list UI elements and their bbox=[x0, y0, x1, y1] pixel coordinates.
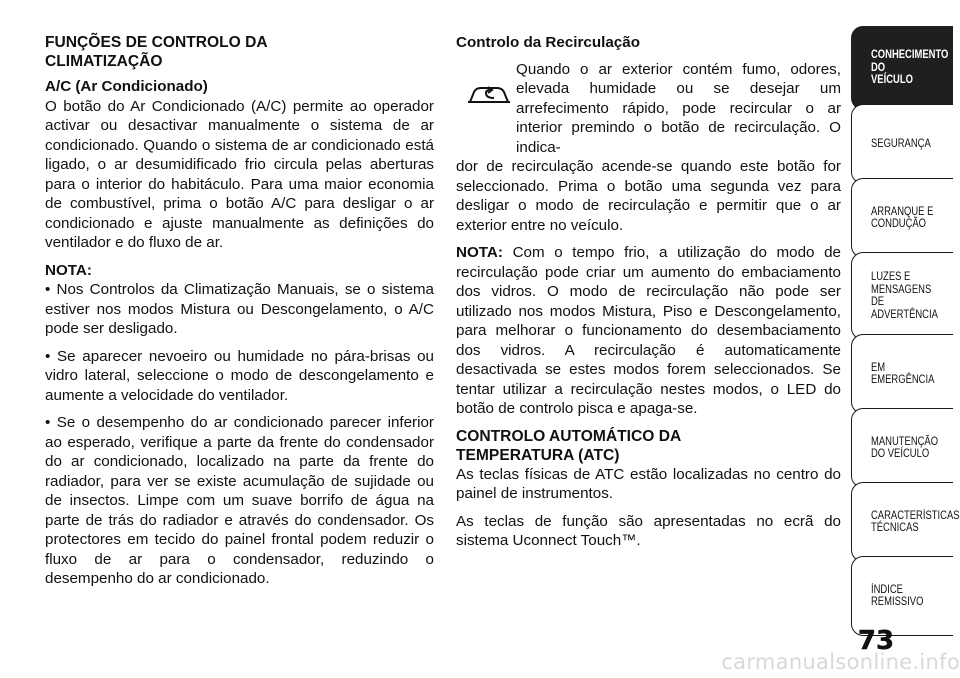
tab-label-line: CARACTERÍSTICAS bbox=[871, 509, 960, 522]
atc-paragraph-1: As teclas físicas de ATC estão localizadas no centro do painel de instrumentos. bbox=[456, 465, 841, 502]
tab-label-line: DE bbox=[871, 296, 885, 308]
bullet-item: • Nos Controlos da Climatização Manuais, se o sistema estiver nos modos Mistura ou Descongelamento, o A/C pode ser desligado. bbox=[45, 281, 434, 337]
nota-heading: NOTA: bbox=[45, 261, 92, 279]
tab-label-line: LUZES E bbox=[871, 271, 911, 283]
tab-arranque-e-conducao[interactable] bbox=[851, 178, 953, 258]
chapter-sidebar bbox=[851, 26, 960, 626]
tab-label-line: SEGURANÇA bbox=[871, 137, 931, 150]
recirculation-intro: Quando o ar exterior contém fumo, odores, elevada humidade ou se desejar um arrefecimento rápido, pode recircular o ar interior premindo o botão de recirculação. O indica- bbox=[516, 60, 841, 156]
tab-label-line: ADVERTÊNCIA bbox=[871, 308, 938, 321]
ac-heading: A/C (Ar Condicionado) bbox=[45, 78, 208, 95]
tab-manutencao-do-veiculo[interactable] bbox=[851, 408, 953, 488]
tab-label-line: MANUTENÇÃO bbox=[871, 435, 939, 448]
tab-label-line: CONHECIMENTO bbox=[871, 49, 949, 62]
tab-label-line: EM bbox=[871, 361, 886, 374]
nota-paragraph bbox=[456, 243, 841, 419]
right-column bbox=[456, 33, 841, 559]
recirculation-block bbox=[456, 60, 841, 158]
atc-title bbox=[456, 427, 841, 465]
bullet-item: • Se aparecer nevoeiro ou humidade no pára-brisas ou vidro lateral, seleccione o modo de descongelamento e aumente a velocidade do ventilador. bbox=[45, 347, 434, 404]
section-title bbox=[45, 33, 434, 71]
nota-text: Com o tempo frio, a utilização do modo de recirculação pode criar um aumento do embaciamento dos vidros. O modo de recirculação não pode ser utilizado nos modos Mistura, Piso e Descongelamento, para melhorar o funcionamento do desembaciamento dos vidros. A recirculação é automaticamente desactivada se estes modos forem seleccionados. Se tentar utilizar a recirculação nestes modos, o LED do botão de controlo pisca e apaga-se. bbox=[456, 244, 841, 417]
tab-label-line: TÉCNICAS bbox=[871, 522, 919, 534]
tab-conhecimento-do-veiculo[interactable] bbox=[851, 26, 953, 110]
tab-label-line: CONDUÇÃO bbox=[871, 218, 927, 230]
left-column bbox=[45, 33, 434, 597]
atc-title-line2: TEMPERATURA (ATC) bbox=[456, 446, 620, 464]
atc-title-line1: CONTROLO AUTOMÁTICO DA bbox=[456, 427, 682, 445]
ac-paragraph: O botão do Ar Condicionado (A/C) permite ao operador activar ou desactivar manualmente o sistema de ar condicionado. Quando o sistema de ar condicionado está ligado, o ar desumidificado frio circula pelas aberturas para o interior do habitáculo. Para uma maior economia de combustível, prima o botão A/C para desligar o ar condicionado e ajuste manualmente as definições do ventilador e do fluxo de ar. bbox=[45, 97, 434, 251]
tab-label-line: EMERGÊNCIA bbox=[871, 374, 935, 386]
watermark: carmanualsonline.info bbox=[721, 650, 960, 674]
tab-seguranca[interactable] bbox=[851, 104, 953, 184]
tab-caracteristicas-tecnicas[interactable] bbox=[851, 482, 960, 562]
atc-paragraph-2: As teclas de função são apresentadas no ecrã do sistema Uconnect Touch™. bbox=[456, 512, 841, 549]
recirculation-continued: dor de recirculação acende-se quando este botão for seleccionado. Prima o botão uma segunda vez para desligar o modo de recirculação e permitir que o ar exterior entre no veículo. bbox=[456, 158, 841, 234]
section-title-line2: CLIMATIZAÇÃO bbox=[45, 53, 163, 70]
recirculation-icon bbox=[464, 82, 514, 110]
tab-label-line: ARRANQUE E bbox=[871, 205, 934, 218]
tab-label-line: MENSAGENS bbox=[871, 283, 932, 296]
tab-label-line: DO bbox=[871, 61, 886, 74]
page-number: 73 bbox=[857, 626, 895, 656]
bullet-item: • Se o desempenho do ar condicionado parecer inferior ao esperado, verifique a parte da frente do condensador do ar condicionado, localizado na parte da frente do radiador, para ver se existe acumulação de sujidade ou de insectos. Limpe com um suave borrifo de água na parte de trás do radiador e através do condensador. Os protectores em tecido do painel frontal podem reduzir o fluxo de ar para o condensador, reduzindo o desempenho do ar condicionado. bbox=[45, 414, 434, 587]
section-title-line1: FUNÇÕES DE CONTROLO DA bbox=[45, 34, 268, 51]
tab-label-line: DO VEÍCULO bbox=[871, 448, 930, 460]
recirculation-heading: Controlo da Recirculação bbox=[456, 34, 640, 51]
tab-label-line: REMISSIVO bbox=[871, 596, 924, 608]
nota-label: NOTA: bbox=[456, 244, 503, 261]
tab-luzes-e-mensagens[interactable] bbox=[851, 252, 953, 340]
tab-em-emergencia[interactable] bbox=[851, 334, 953, 414]
tab-indice-remissivo[interactable] bbox=[851, 556, 953, 636]
tab-label-line: VEÍCULO bbox=[871, 74, 913, 87]
tab-label-line: ÍNDICE bbox=[871, 583, 903, 596]
